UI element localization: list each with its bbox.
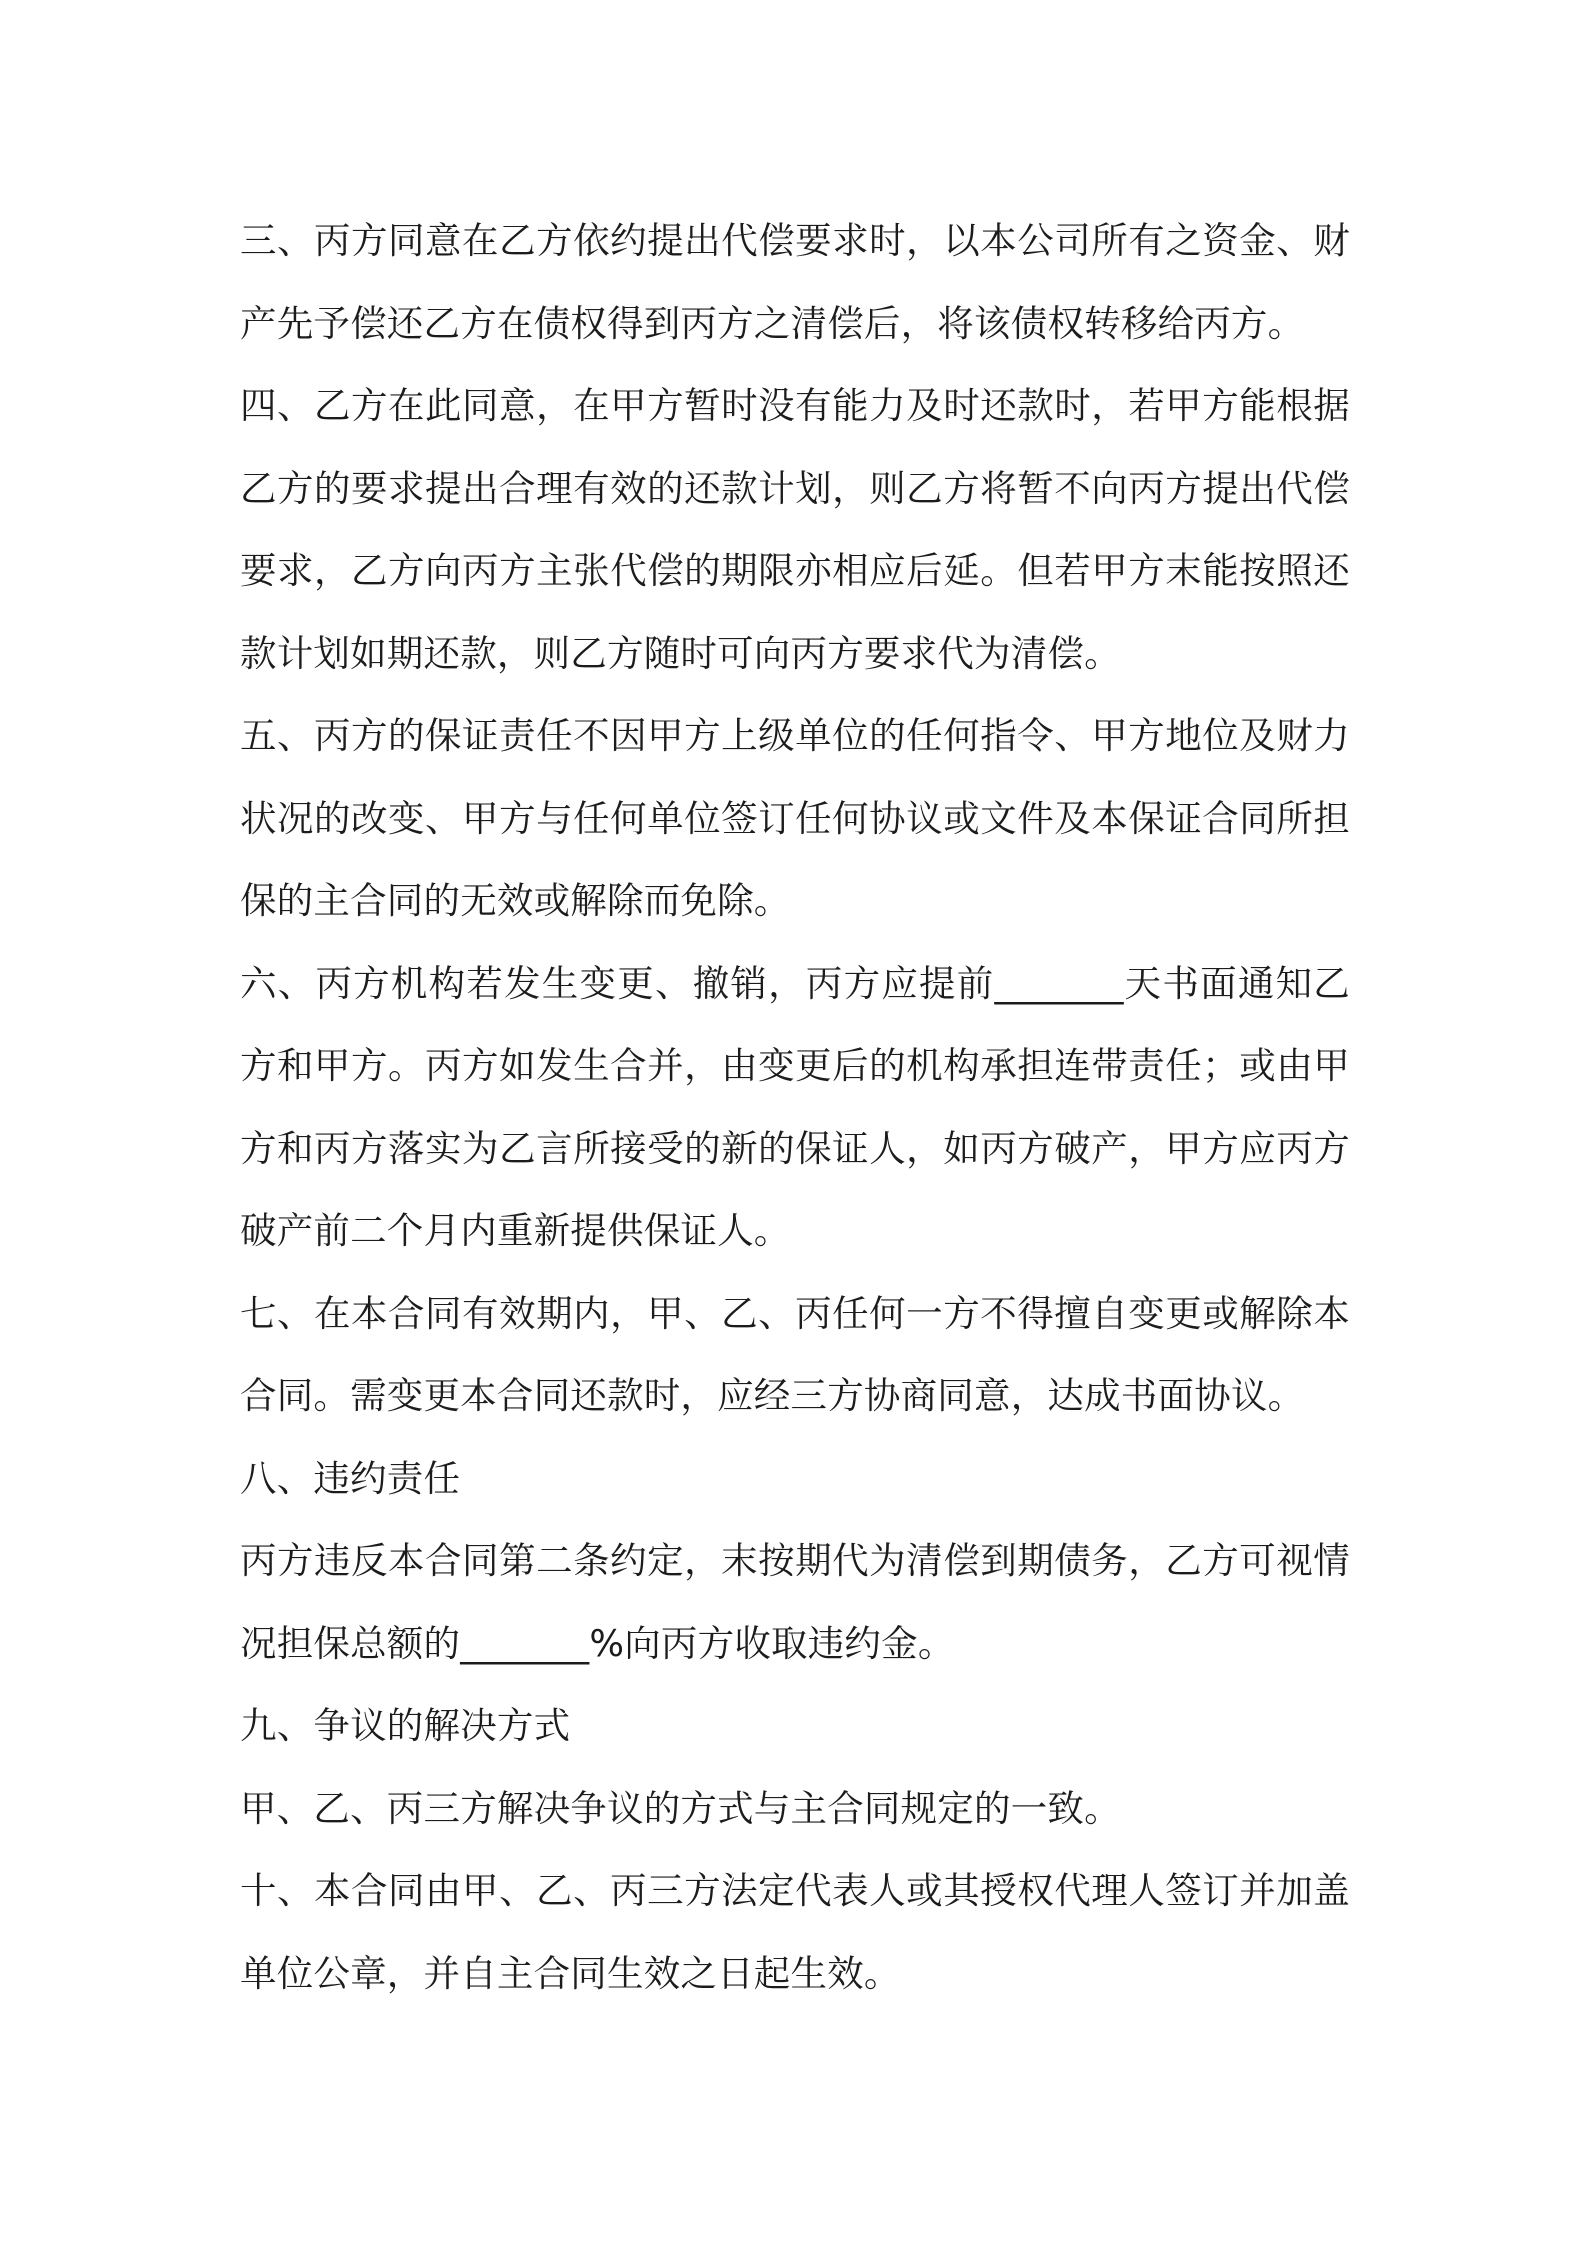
clause-9-heading: 九、争议的解决方式	[240, 1704, 571, 1747]
clause-10: 十、本合同由甲、乙、丙三方法定代表人或其授权代理人签订并加盖单位公章，并自主合同生效之日起生效。	[240, 1869, 1350, 1995]
clause-9-text: 甲、乙、丙三方解决争议的方式与主合同规定的一致。	[240, 1786, 1121, 1830]
clause-4: 四、乙方在此同意，在甲方暂时没有能力及时还款时，若甲方能根据乙方的要求提出合理有效的还款计划，则乙方将暂不向丙方提出代偿要求，乙方向丙方主张代偿的期限亦相应后延。但若甲方末能按照还款计划如期还款，则乙方随时可向丙方要求代为清偿。	[240, 384, 1350, 675]
document-body	[240, 200, 1350, 2015]
clause-3: 三、丙方同意在乙方依约提出代偿要求时，以本公司所有之资金、财产先予偿还乙方在债权得到丙方之清偿后，将该债权转移给丙方。	[240, 219, 1350, 345]
clause-5: 五、丙方的保证责任不因甲方上级单位的任何指令、甲方地位及财力状况的改变、甲方与任何单位签订任何协议或文件及本保证合同所担保的主合同的无效或解除而免除。	[240, 714, 1350, 922]
clause-6: 六、丙方机构若发生变更、撤销，丙方应提前_______天书面通知乙方和甲方。丙方如发生合并，由变更后的机构承担连带责任；或由甲方和丙方落实为乙言所接受的新的保证人，如丙方破产，甲方应丙方破产前二个月内重新提供保证人。	[240, 961, 1350, 1252]
clause-8-text: 丙方违反本合同第二条约定，末按期代为清偿到期债务，乙方可视情况担保总额的_______%向丙方收取违约金。	[240, 1539, 1350, 1665]
clause-7: 七、在本合同有效期内，甲、乙、丙任何一方不得擅自变更或解除本合同。需变更本合同还款时，应经三方协商同意，达成书面协议。	[240, 1291, 1350, 1417]
clause-8-heading: 八、违约责任	[240, 1456, 461, 1500]
